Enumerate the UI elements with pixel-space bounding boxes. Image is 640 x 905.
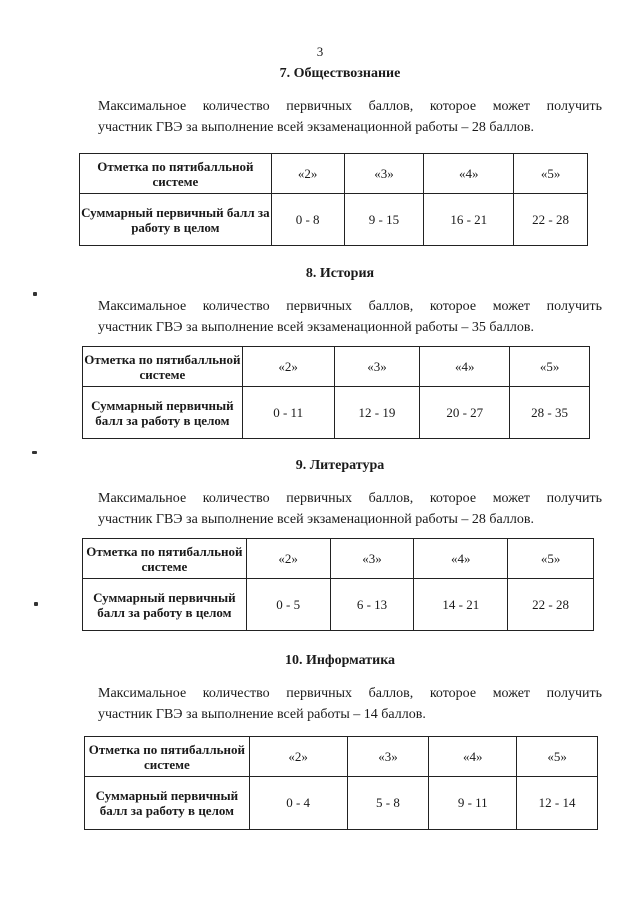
section-title: 7. Обществознание [279,66,401,81]
section-history [0,266,640,338]
description-line-1: Максимальное количество первичных баллов, которое может получить [98,491,602,506]
range-cell: 6 - 13 [330,579,414,631]
grade-cell: «3» [334,347,420,387]
table-row [83,539,594,579]
section-title: 8. История [305,266,375,281]
range-cell: 12 - 19 [334,387,420,439]
row-label-grade: Отметка по пятибалльной системе [83,539,247,579]
grade-cell: «2» [246,539,330,579]
range-cell: 22 - 28 [514,194,588,246]
grade-cell: «4» [414,539,508,579]
section-description [0,296,640,338]
grade-cell: «4» [424,154,514,194]
grade-cell: «2» [249,737,347,777]
range-cell: 20 - 27 [420,387,510,439]
grade-cell: «3» [347,737,429,777]
score-table-social-studies [79,153,588,246]
description-line-1: Максимальное количество первичных баллов, которое может получить [98,299,602,314]
page-number: 3 [316,44,324,59]
range-cell: 0 - 4 [249,777,347,830]
range-cell: 22 - 28 [508,579,594,631]
table-row [83,579,594,631]
scan-mark [34,602,38,606]
section-description [0,683,640,725]
grade-cell: «3» [344,154,424,194]
section-literature [0,458,640,530]
row-label-grade: Отметка по пятибалльной системе [85,737,250,777]
description-line-2: участник ГВЭ за выполнение всей экзаменационной работы – 28 баллов. [98,512,534,527]
grade-cell: «5» [517,737,598,777]
range-cell: 9 - 15 [344,194,424,246]
table-row [85,737,598,777]
row-label-grade: Отметка по пятибалльной системе [83,347,243,387]
range-cell: 0 - 11 [242,387,334,439]
score-table-history [82,346,590,439]
table-row [83,347,590,387]
grade-cell: «4» [429,737,517,777]
grade-cell: «5» [514,154,588,194]
row-label-score: Суммарный первичный балл за работу в целом [83,579,247,631]
section-informatics [0,653,640,725]
range-cell: 9 - 11 [429,777,517,830]
section-description [0,96,640,138]
grade-cell: «2» [242,347,334,387]
table-row [80,194,588,246]
grade-cell: «2» [271,154,344,194]
range-cell: 12 - 14 [517,777,598,830]
section-description [0,488,640,530]
score-table-literature [82,538,594,631]
description-line-2: участник ГВЭ за выполнение всей экзаменационной работы – 28 баллов. [98,120,534,135]
row-label-score: Суммарный первичный балл за работу в целом [80,194,272,246]
range-cell: 5 - 8 [347,777,429,830]
scan-mark [32,451,37,454]
range-cell: 28 - 35 [510,387,590,439]
grade-cell: «4» [420,347,510,387]
section-social-studies [0,66,640,138]
section-title: 9. Литература [295,458,385,473]
description-line-1: Максимальное количество первичных баллов, которое может получить [98,99,602,114]
section-title: 10. Информатика [284,653,396,668]
row-label-score: Суммарный первичный балл за работу в целом [85,777,250,830]
table-row [80,154,588,194]
grade-cell: «5» [508,539,594,579]
scan-mark [33,292,37,296]
description-line-2: участник ГВЭ за выполнение всей экзаменационной работы – 35 баллов. [98,320,534,335]
score-table-informatics [84,736,598,830]
table-row [85,777,598,830]
range-cell: 16 - 21 [424,194,514,246]
description-line-1: Максимальное количество первичных баллов, которое может получить [98,686,602,701]
table-row [83,387,590,439]
grade-cell: «3» [330,539,414,579]
range-cell: 14 - 21 [414,579,508,631]
grade-cell: «5» [510,347,590,387]
range-cell: 0 - 8 [271,194,344,246]
range-cell: 0 - 5 [246,579,330,631]
description-line-2: участник ГВЭ за выполнение всей работы – 14 баллов. [98,707,426,722]
row-label-grade: Отметка по пятибалльной системе [80,154,272,194]
row-label-score: Суммарный первичный балл за работу в целом [83,387,243,439]
